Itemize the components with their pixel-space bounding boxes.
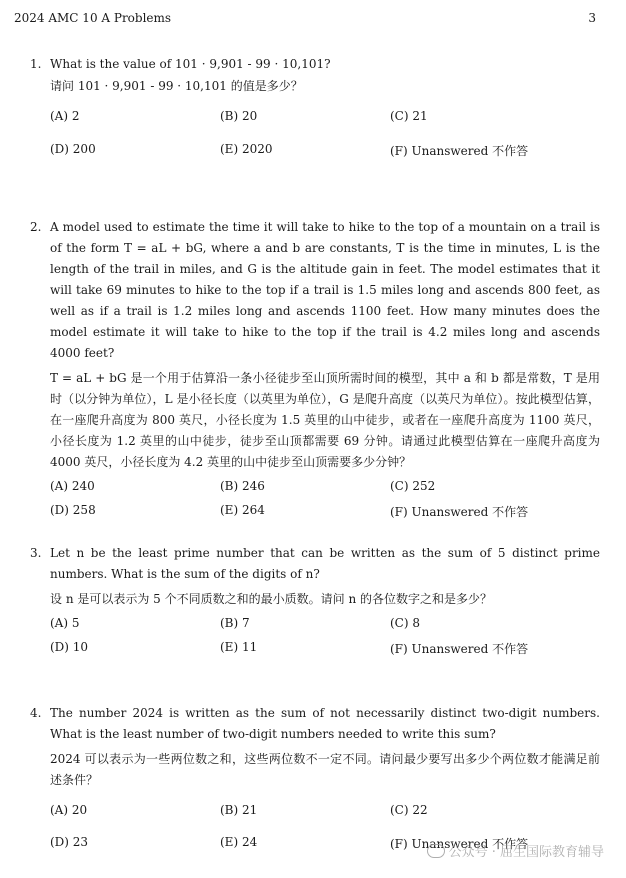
problem-2-chinese: T = aL + bG 是一个用于估算沿一条小径徒步至山顶所需时间的模型，其中 a 和 b 都是常数，T 是用时（以分钟为单位），L 是小径长度（以英里为单位），G 是爬升高度（以英尺为单位）。按此模型估算，在一座爬升高度为 800 英尺，小径长度为 1.5 英里的山中徒步，或者在一座爬升高度为 1100 英尺，小径长度为 1.2 英里的山中徒步，徒步至山顶都需要 69 分钟。请通过此模型估算在一座爬升高度为 4000 英尺，小径长度为 4.2 英里的山中徒步至山顶需要多少分钟？: [50, 371, 600, 469]
problem-1: [30, 54, 600, 162]
choice-c: (C) 8: [390, 616, 420, 630]
choice-c: (C) 21: [390, 109, 428, 123]
page-header: [14, 10, 596, 26]
problem-4-english: [30, 703, 600, 745]
wechat-icon: [427, 844, 445, 858]
problem-number: 1.: [30, 57, 42, 71]
problem-number: 2.: [30, 220, 42, 234]
page-header-title: 2024 AMC 10 A Problems: [14, 11, 172, 25]
problem-3-english-text: Let n be the least prime number that can be written as the sum of 5 distinct prime numbers. What is the sum of the digits of n?: [50, 546, 600, 581]
choice-a: (A) 2: [50, 109, 80, 123]
choice-e: (E) 24: [220, 835, 258, 849]
watermark: [427, 841, 604, 860]
problem-number: 3.: [30, 546, 42, 560]
choice-a: (A) 20: [50, 803, 88, 817]
problem-4: [30, 703, 600, 855]
answer-choices-row-1: [50, 479, 600, 499]
choice-f: (F) Unanswered 不作答: [390, 144, 529, 158]
answer-choices-row-2: [50, 503, 600, 523]
page-number: 3: [588, 11, 596, 25]
answer-choices-row-1: [50, 109, 600, 129]
problem-2-english-text: A model used to estimate the time it will take to hike to the top of a mountain on a trail is of the form T = aL + bG, where a and b are constants, T is the time in minutes, L is the length of the trail in miles, and G is the altitude gain in feet. The model estimates that it will take 69 minutes to hike to the top if a trail is 1.5 miles long and ascends 800 feet, as well as if a trail is 1.2 miles long and ascends 1100 feet. How many minutes does the model estimate it will take to hike to the top if the trail is 4.2 miles long and ascends 4000 feet?: [50, 220, 600, 360]
choice-f: (F) Unanswered 不作答: [390, 837, 529, 851]
problem-3-chinese: 设 n 是可以表示为 5 个不同质数之和的最小质数。请问 n 的各位数字之和是多少？: [50, 592, 492, 606]
problem-2: [30, 217, 600, 523]
problem-1-english: [30, 54, 600, 75]
choice-f: (F) Unanswered 不作答: [390, 642, 529, 656]
choice-d: (D) 23: [50, 835, 89, 849]
choice-c: (C) 22: [390, 803, 428, 817]
answer-choices-row-1: [50, 803, 600, 823]
watermark-text: 公众号 · 屈生国际教育辅导: [448, 845, 604, 860]
choice-b: (B) 21: [220, 803, 258, 817]
choice-a: (A) 240: [50, 479, 95, 493]
choice-e: (E) 2020: [220, 142, 273, 156]
choice-e: (E) 264: [220, 503, 265, 517]
problem-4-english-text: The number 2024 is written as the sum of not necessarily distinct two-digit numbers. What is the least number of two-digit numbers needed to write this sum?: [50, 706, 600, 741]
answer-choices-row-2: [50, 142, 600, 162]
answer-choices-row-2: [50, 640, 600, 660]
choice-e: (E) 11: [220, 640, 258, 654]
choice-d: (D) 10: [50, 640, 89, 654]
choice-b: (B) 20: [220, 109, 258, 123]
problem-2-english: [30, 217, 600, 364]
problem-1-english-text: What is the value of 101 · 9,901 - 99 · 10,101?: [50, 57, 331, 71]
choice-d: (D) 200: [50, 142, 96, 156]
problem-4-chinese: 2024 可以表示为一些两位数之和，这些两位数不一定不同。请问最少要写出多少个两位数才能满足前述条件？: [50, 752, 600, 787]
choice-c: (C) 252: [390, 479, 436, 493]
answer-choices-row-1: [50, 616, 600, 636]
choice-b: (B) 7: [220, 616, 250, 630]
problem-3-english: [30, 543, 600, 585]
problem-3: [30, 543, 600, 660]
problem-1-chinese: 请问 101 · 9,901 - 99 · 10,101 的值是多少？: [50, 79, 303, 93]
choice-f: (F) Unanswered 不作答: [390, 505, 529, 519]
problem-number: 4.: [30, 706, 42, 720]
choice-a: (A) 5: [50, 616, 80, 630]
choice-d: (D) 258: [50, 503, 96, 517]
choice-b: (B) 246: [220, 479, 265, 493]
